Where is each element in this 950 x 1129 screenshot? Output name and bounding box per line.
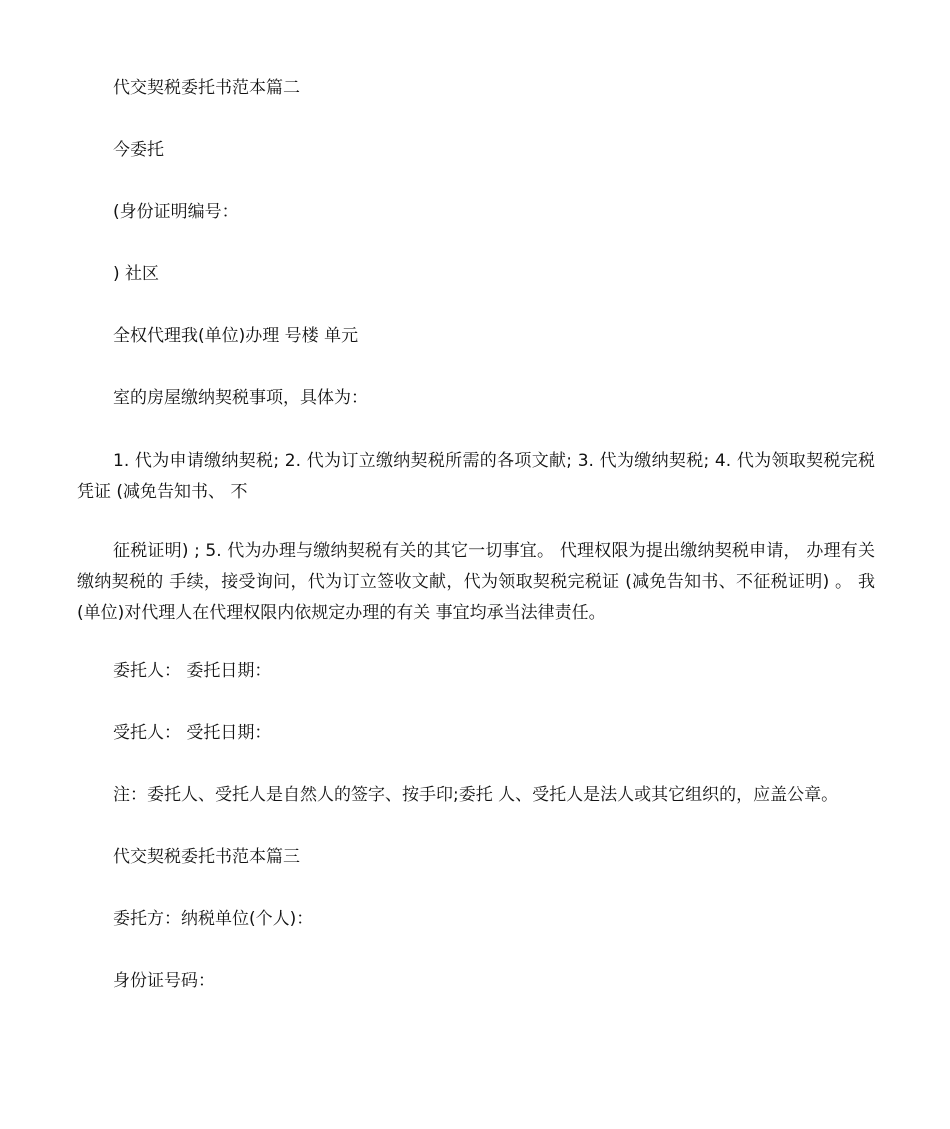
items-paragraph: 1. 代为申请缴纳契税; 2. 代为订立缴纳契税所需的各项文献; 3. 代为缴纳契税; 4. 代为领取契税完税凭证 (减免告知书、 不	[77, 451, 875, 502]
id-number-line: (身份证明编号：	[113, 202, 239, 222]
agent-signature-line: 受托人： 受托日期：	[113, 723, 272, 743]
matters-line: 室的房屋缴纳契税事项，具体为：	[113, 388, 368, 408]
authorization-line: 全权代理我(单位)办理 号楼 单元	[113, 326, 359, 346]
principal-signature-line: 委托人： 委托日期：	[113, 661, 272, 681]
note-line: 注：委托人、受托人是自然人的签字、按手印;委托 人、受托人是法人或其它组织的，应盖公章。	[113, 785, 839, 805]
community-line: ) 社区	[113, 264, 160, 284]
authority-paragraph: 征税证明) ; 5. 代为办理与缴纳契税有关的其它一切事宜。 代理权限为提出缴纳契税申请， 办理有关缴纳契税的 手续，接受询问，代为订立签收文献，代为领取契税完税证 (减免告知书、不征税证明) 。 我(单位)对代理人在代理权限内依规定办理的有关 事宜均承当法律责任。	[77, 541, 875, 623]
id-card-number-line: 身份证号码：	[113, 971, 215, 991]
principal-taxpayer-line: 委托方：纳税单位(个人)：	[113, 909, 314, 929]
section-heading-part-two: 代交契税委托书范本篇二	[113, 78, 300, 98]
section-heading-part-three: 代交契税委托书范本篇三	[113, 847, 300, 867]
entrust-line: 今委托	[113, 140, 164, 160]
